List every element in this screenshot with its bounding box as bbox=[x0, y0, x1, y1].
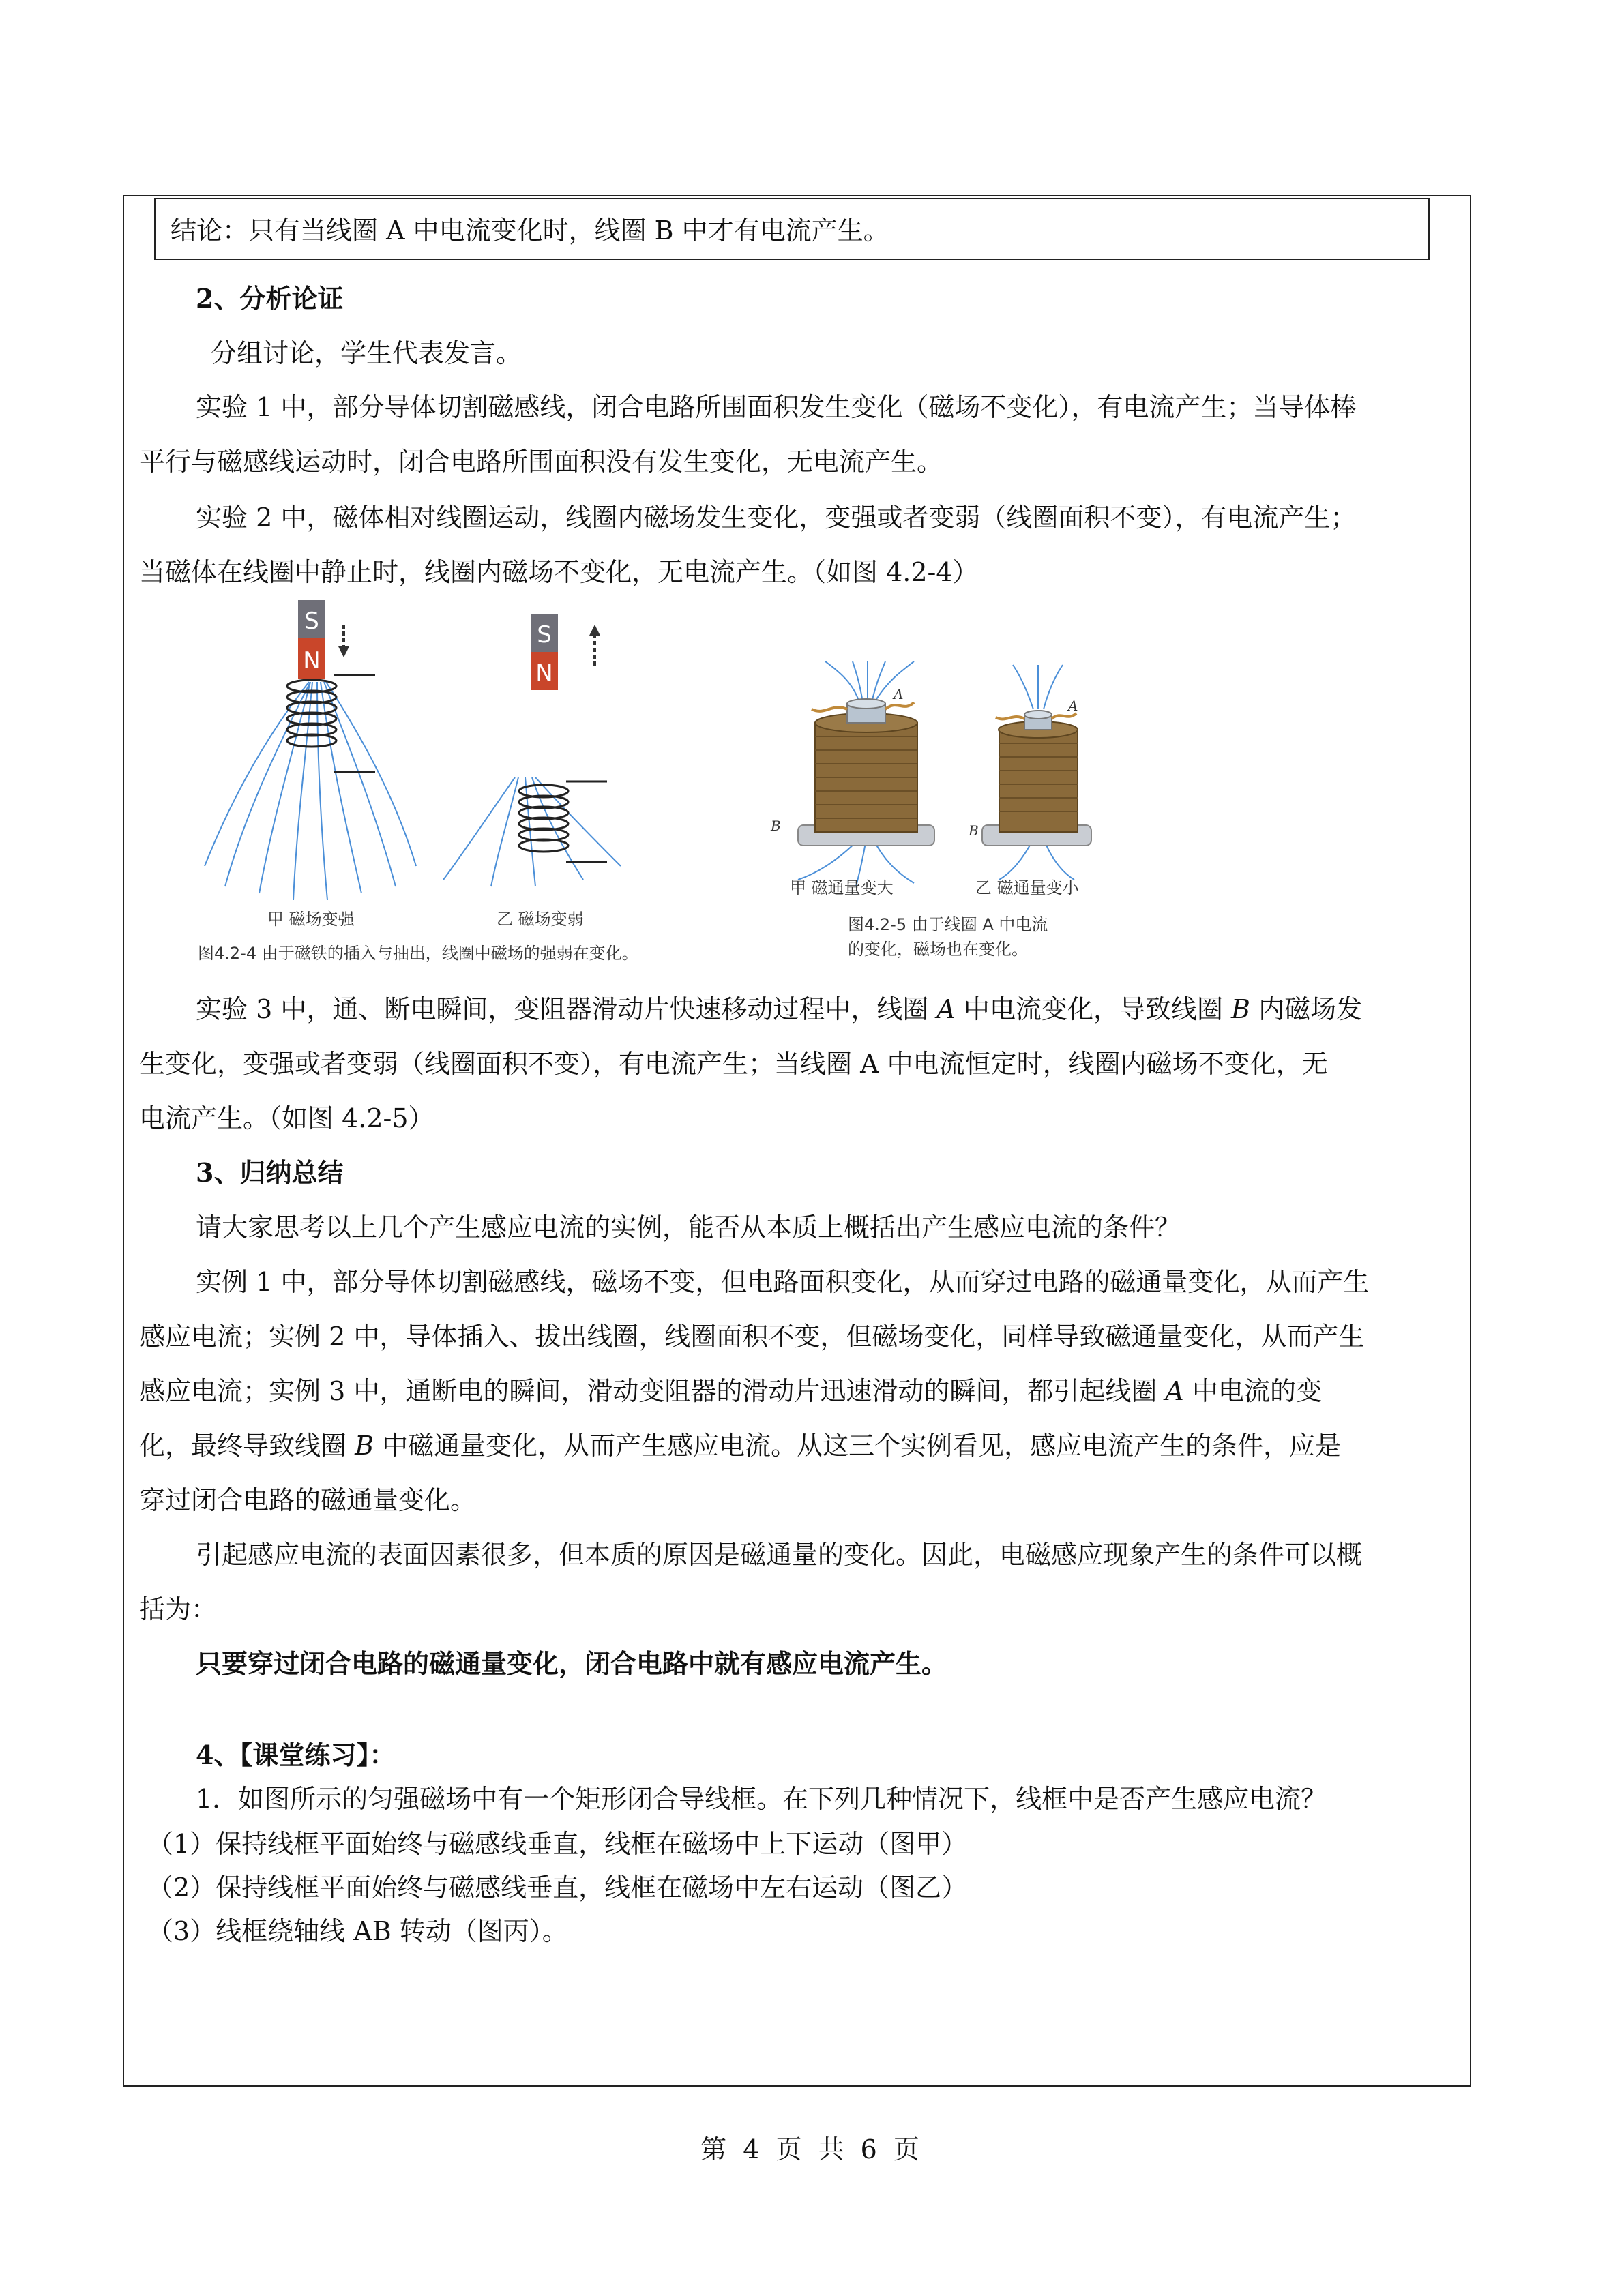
magnet-n-label: N bbox=[303, 647, 321, 674]
paragraph: 分组讨论，学生代表发言。 bbox=[211, 338, 522, 368]
figure-caption: 乙 磁场变弱 bbox=[497, 910, 584, 929]
figure-caption: 图4.2-4 由于磁铁的插入与抽出，线圈中磁场的强弱在变化。 bbox=[198, 944, 638, 963]
question: 1．如图所示的匀强磁场中有一个矩形闭合导线框。在下列几种情况下，线框中是否产生感应电流？ bbox=[196, 1784, 1327, 1814]
paragraph: 实验 1 中，部分导体切割磁感线，闭合电路所围面积发生变化（磁场不变化），有电流产生；当导体棒 bbox=[196, 392, 1357, 422]
paragraph: 实验 2 中，磁体相对线圈运动，线圈内磁场发生变化，变强或者变弱（线圈面积不变），有电流产生； bbox=[196, 503, 1357, 533]
magnet-s-label: S bbox=[304, 608, 319, 635]
magnet-s-label: S bbox=[537, 621, 552, 648]
paragraph: 化，最终导致线圈 B 中磁通量变化，从而产生感应电流。从这三个实例看见，感应电流产生的条件，应是 bbox=[139, 1431, 1342, 1461]
figure-caption: 甲 磁通量变大 bbox=[790, 878, 894, 897]
question-item: （1）保持线框平面始终与磁感线垂直，线框在磁场中上下运动（图甲） bbox=[147, 1829, 968, 1859]
conclusion-text: 结论：只有当线圈 A 中电流变化时，线圈 B 中才有电流产生。 bbox=[171, 215, 889, 245]
paragraph: 感应电流；实例 2 中，导体插入、拔出线圈，线圈面积不变，但磁场变化，同样导致磁通量变化，从而产生 bbox=[139, 1322, 1365, 1352]
figure-caption: 甲 磁场变强 bbox=[267, 910, 355, 929]
page-footer: 第 4 页 共 6 页 bbox=[700, 2134, 924, 2164]
paragraph: 括为： bbox=[139, 1594, 218, 1624]
coil-label-b: B bbox=[771, 818, 781, 834]
coil-label-b: B bbox=[969, 822, 979, 839]
magnet-n-label: N bbox=[535, 659, 553, 687]
question-item: （3）线框绕轴线 AB 转动（图丙）。 bbox=[147, 1916, 568, 1946]
paragraph: 实验 3 中，通、断电瞬间，变阻器滑动片快速移动过程中，线圈 A 中电流变化，导致线圈 B 内磁场发 bbox=[196, 994, 1363, 1024]
figure-4-2-5 bbox=[757, 661, 1112, 893]
section-2-heading: 2、分析论证 bbox=[196, 283, 344, 314]
paragraph: 平行与磁感线运动时，闭合电路所围面积没有发生变化，无电流产生。 bbox=[139, 447, 943, 477]
section-3-heading: 3、归纳总结 bbox=[196, 1157, 344, 1188]
coil-label-a: A bbox=[894, 686, 904, 702]
coil-label-a: A bbox=[1068, 698, 1078, 714]
paragraph: 穿过闭合电路的磁通量变化。 bbox=[139, 1485, 477, 1515]
figure-caption: 乙 磁通量变小 bbox=[975, 878, 1079, 897]
paragraph: 感应电流；实例 3 中，通断电的瞬间，滑动变阻器的滑动片迅速滑动的瞬间，都引起线圈 A 中电流的变 bbox=[139, 1376, 1322, 1406]
paragraph: 当磁体在线圈中静止时，线圈内磁场不变化，无电流产生。（如图 4.2-4） bbox=[139, 557, 979, 587]
paragraph: 请大家思考以上几个产生感应电流的实例，能否从本质上概括出产生感应电流的条件？ bbox=[196, 1212, 1181, 1242]
question-item: （2）保持线框平面始终与磁感线垂直，线框在磁场中左右运动（图乙） bbox=[147, 1873, 968, 1903]
paragraph: 生变化，变强或者变弱（线圈面积不变），有电流产生；当线圈 A 中电流恒定时，线圈内磁场不变化，无 bbox=[139, 1049, 1328, 1079]
paragraph: 电流产生。（如图 4.2-5） bbox=[139, 1103, 434, 1133]
paragraph: 实例 1 中，部分导体切割磁感线，磁场不变，但电路面积变化，从而穿过电路的磁通量变化，从而产生 bbox=[196, 1267, 1370, 1297]
figure-caption: 图4.2-5 由于线圈 A 中电流 bbox=[848, 915, 1048, 934]
figure-4-2-4 bbox=[191, 593, 682, 975]
key-conclusion: 只要穿过闭合电路的磁通量变化，闭合电路中就有感应电流产生。 bbox=[196, 1648, 948, 1679]
section-4-heading: 4、【课堂练习】： bbox=[196, 1740, 396, 1770]
figure-caption: 的变化，磁场也在变化。 bbox=[848, 940, 1028, 959]
paragraph: 引起感应电流的表面因素很多，但本质的原因是磁通量的变化。因此，电磁感应现象产生的条件可以概 bbox=[196, 1540, 1363, 1570]
